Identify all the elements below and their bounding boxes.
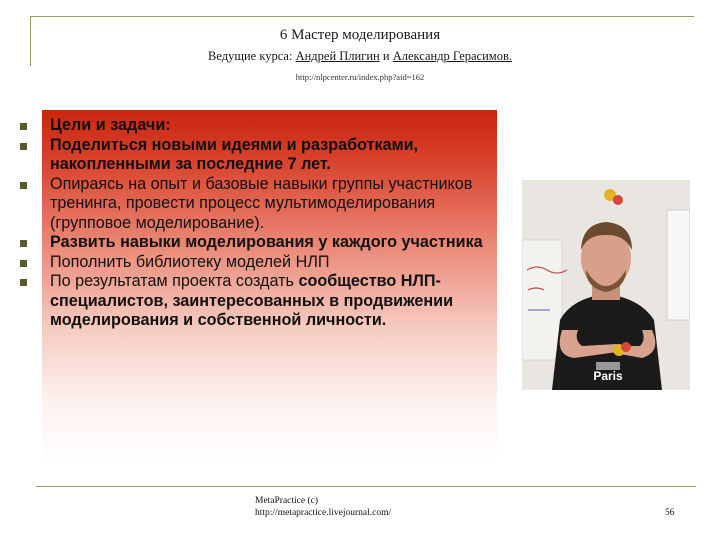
lead-2-link[interactable]: Александр Герасимов. xyxy=(392,49,512,63)
bullet-text-bold: сообщество НЛП-специалистов, заинтересованных в продвижении моделирования и собственной личности. xyxy=(50,272,454,329)
bullet-text: Цели и задачи: xyxy=(50,116,171,134)
lead-1-link[interactable]: Андрей Плигин xyxy=(295,49,380,63)
slide-subtitle xyxy=(0,49,720,64)
header-top-line xyxy=(30,16,694,17)
presenter-photo-art xyxy=(522,180,690,390)
subtitle-conj: и xyxy=(379,49,393,63)
bullet-item xyxy=(20,233,500,253)
bullet-square-icon xyxy=(20,182,27,189)
bullet-square-icon xyxy=(20,240,27,247)
footer-credits xyxy=(255,495,391,519)
bullet-square-icon xyxy=(20,260,27,267)
bullet-item xyxy=(20,272,500,331)
bullet-square-icon xyxy=(20,143,27,150)
bullet-item xyxy=(20,116,500,136)
presenter-photo xyxy=(522,180,690,390)
bullet-text: Пополнить библиотеку моделей НЛП xyxy=(50,252,330,271)
bullet-item xyxy=(20,253,500,273)
shirt-text: Paris xyxy=(593,369,623,383)
page-number: 56 xyxy=(665,508,675,518)
bullet-text: Опираясь на опыт и базовые навыки группы участников тренинга, провести процесс мультимоделирования (групповое моделирование). xyxy=(50,174,473,232)
bullet-square-icon xyxy=(20,279,27,286)
bullet-text-plain: По результатам проекта создать xyxy=(50,272,299,290)
bullet-list xyxy=(20,116,500,331)
slide-title: 6 Мастер моделирования xyxy=(279,27,441,43)
course-url[interactable]: http://nlpcenter.ru/index.php?aid=162 xyxy=(295,72,425,82)
footer-line xyxy=(36,486,696,487)
subtitle-prefix: Ведущие курса: xyxy=(208,49,296,63)
bullet-text: Поделиться новыми идеями и разработками, накопленными за последние 7 лет. xyxy=(50,135,419,173)
footer-line-1: MetaPractice (c) xyxy=(255,496,319,506)
bullet-square-icon xyxy=(20,123,27,130)
bullet-item xyxy=(20,175,500,234)
bullet-text: Развить навыки моделирования у каждого участника xyxy=(50,233,483,251)
footer-link[interactable]: http://metapractice.livejournal.com/ xyxy=(255,508,392,518)
bullet-item xyxy=(20,136,500,175)
